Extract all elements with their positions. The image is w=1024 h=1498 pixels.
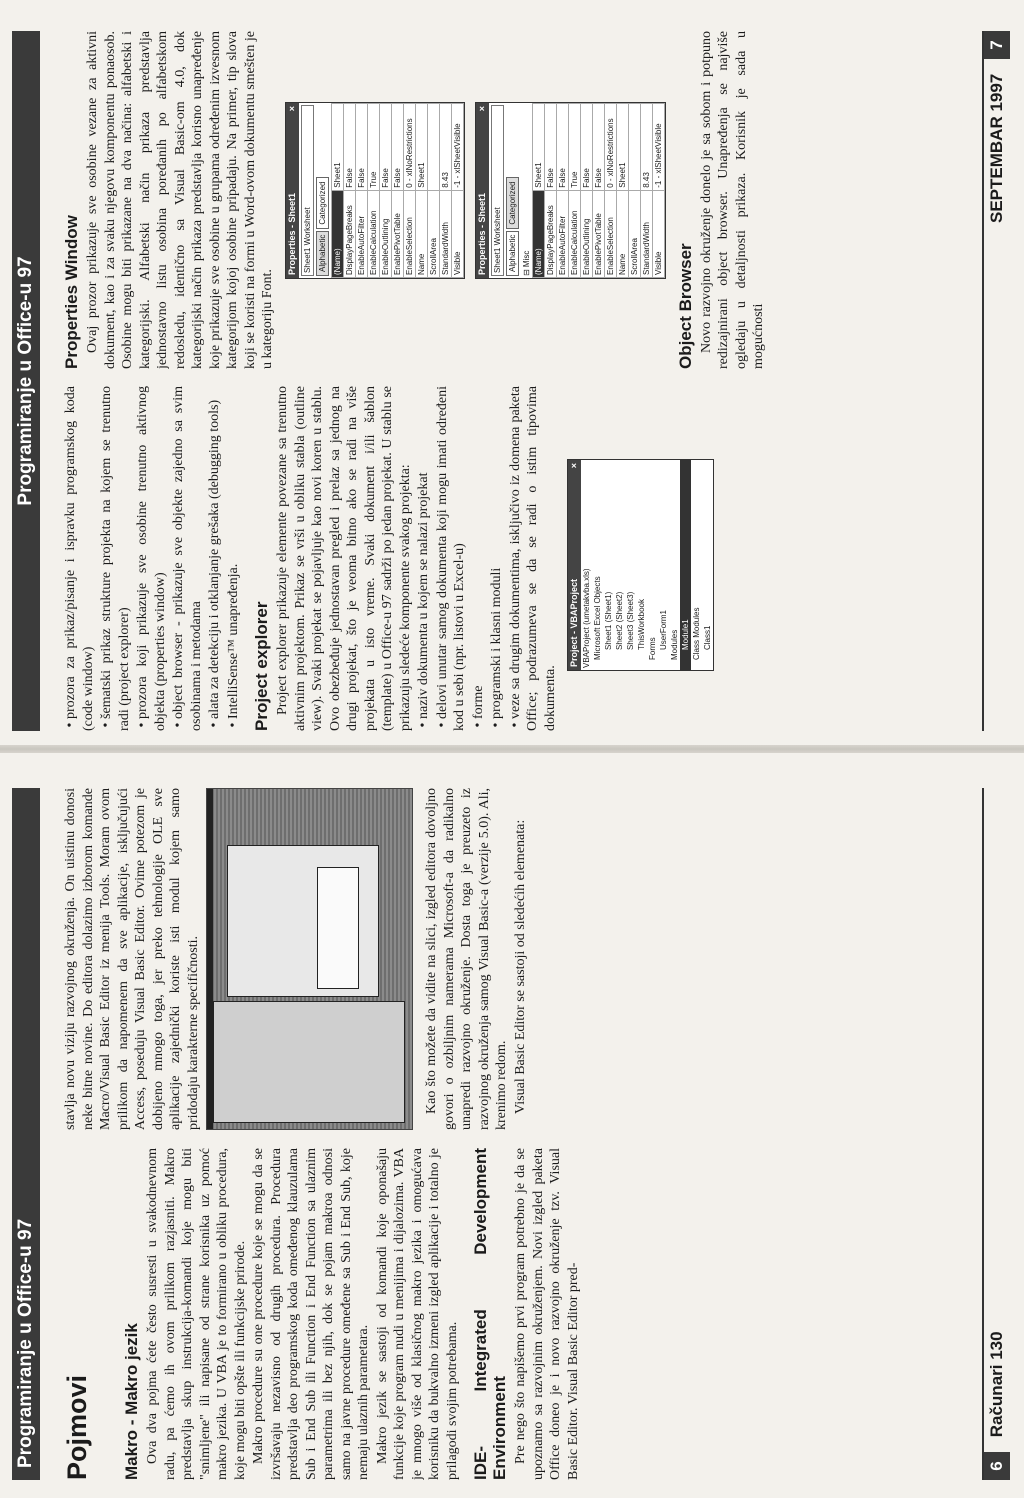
property-row[interactable]	[544, 104, 556, 278]
property-row[interactable]	[355, 104, 367, 278]
object-select[interactable]: Sheet1 Worksheet	[491, 105, 504, 276]
paragraph: Visual Basic Editor se sastoji od sledećih elemenata:	[512, 819, 528, 1114]
property-value[interactable]	[427, 104, 439, 191]
property-name: EnableCalculation	[367, 190, 379, 277]
property-name: ScrollArea	[628, 190, 640, 277]
properties-categorized-figure	[475, 102, 666, 279]
list-item: •naziv dokumenta u kojem se nalazi projekat	[416, 472, 431, 728]
close-icon[interactable]: ×	[569, 463, 579, 469]
property-row[interactable]	[616, 104, 628, 278]
tree-node[interactable]: Modules	[670, 629, 679, 660]
property-value[interactable]: Sheet1	[415, 104, 427, 191]
property-value[interactable]: False	[355, 104, 367, 191]
left-column-2	[62, 788, 966, 1130]
window-title: Properties - Sheet1	[476, 192, 487, 275]
property-value[interactable]: Sheet1	[331, 104, 343, 191]
page-header: Programiranje u Office-u 97	[12, 31, 40, 731]
list-item: •programski i klasni moduli	[489, 567, 504, 728]
property-value[interactable]: 0 - xlNoRestrictions	[403, 104, 415, 191]
magazine-name: Računari 130	[987, 1331, 1006, 1438]
paragraph: Pre nego što napišemo prvi program potrebno je da se upoznamo sa razvojnim okruženjem. Novi izgled paketa Office doneo je i novo razvojno okruženje tzv. Visual Basic Editor. Visual Basic Editor pred-	[513, 1148, 581, 1480]
property-row[interactable]	[628, 104, 640, 278]
page-header: Programiranje u Office-u 97	[12, 788, 40, 1480]
property-name: EnableSelection	[604, 190, 616, 277]
property-name: DisplayPageBreaks	[544, 190, 556, 277]
close-icon[interactable]: ×	[476, 106, 487, 112]
list-item: •forme	[470, 685, 486, 728]
window-titlebar	[568, 460, 581, 670]
page-number: 7	[984, 31, 1010, 59]
property-value[interactable]: False	[556, 104, 568, 191]
property-row[interactable]	[379, 104, 391, 278]
property-value[interactable]: 8.43	[439, 104, 451, 191]
page-footer	[982, 788, 1010, 1480]
paragraph: Kao što možete da vidite na slici, izgled editora dovoljno govori o ozbiljnim namerama Microsoft-a da radikalno unapredi razvojno okruženje. Dosta toga je preuzeto iz razvojnog okruženja samog Visual Basic-a (verzije 5.0). Ali, krenimo redom.	[424, 788, 509, 1130]
project-explorer-figure	[567, 459, 714, 671]
tree-node[interactable]: ThisWorkbook	[637, 599, 646, 650]
property-name: StandardWidth	[439, 190, 451, 277]
paragraph: Ovaj prozor prikazuje sve osobine vezane za aktivni dokument, kao i za svaku njegovu komponentu ponaosob. Osobine mogu biti prikazane na dva načina: alfabetski i kategorijski. Alfabetski način prikaza predstavlja jednostavno listu osobina poređanih po alfabetskom redosledu, identično sa Visual Basic-om 4.0, dok kategorijski način prikaza predstavlja korisno unapređenje koje prikazuje sve osobine u grupama određenim izvesnom kategorijom kojoj osobine pripadaju. Na primer, tip slova koji se koristi na formi u Word-ovom dokumentu smešten je u kategoriju Font.	[85, 31, 275, 369]
property-value[interactable]: Sheet1	[616, 104, 628, 191]
window-title: Properties - Sheet1	[286, 192, 297, 275]
property-value[interactable]	[628, 104, 640, 191]
page-footer	[982, 31, 1010, 731]
list-item: •alata za detekciju i otklanjanje grešaka (debugging tools)	[207, 399, 222, 728]
property-name: ScrollArea	[427, 190, 439, 277]
property-name: Name	[616, 190, 628, 277]
window-titlebar	[286, 103, 299, 278]
property-name: (Name)	[532, 190, 544, 277]
close-icon[interactable]: ×	[286, 106, 297, 112]
property-row[interactable]	[439, 104, 451, 278]
view-tabs	[506, 105, 519, 276]
list-item: •prozora koji prikazuje sve osobine trenutno aktivnog objekta (properties window)	[135, 386, 168, 731]
property-row[interactable]	[331, 104, 343, 278]
property-row[interactable]	[592, 104, 604, 278]
tree-node[interactable]: VBAProject (umetakvba.xls)	[582, 568, 591, 668]
subsection-title: Properties Window	[62, 215, 81, 369]
category-label: Misc	[521, 250, 531, 268]
paragraph: stavlja novu viziju razvojnog okruženja. On uistinu donosi neke bitne novine. Do editora dolazimo izborom komande Macro/Visual Basic Editor iz menija Tools. Moram ovom prilikom da napomenem da sve aplikacije, isključujući Access, poseduju Visual Basic Editor. Ovime potezom je dobijeno mnogo toga, jer preko tehnologije OLE sve aplikacije zajednički koriste isti modul kojem samo pridodaju karakterne specifičnosti.	[63, 788, 201, 1130]
property-row[interactable]	[427, 104, 439, 278]
property-row[interactable]	[415, 104, 427, 278]
tab-alphabetic[interactable]: Alphabetic	[506, 231, 519, 276]
properties-table	[331, 103, 464, 278]
properties-table	[532, 103, 665, 278]
issue-date: SEPTEMBAR 1997	[987, 73, 1006, 224]
subsection-title: Object Browser	[675, 243, 695, 369]
ide-immediate-window	[317, 867, 359, 989]
property-value[interactable]: False	[580, 104, 592, 191]
property-row[interactable]	[451, 104, 463, 278]
ide-screenshot-figure	[206, 788, 413, 1130]
paragraph: Project explorer prikazuje elemente povezane sa trenutno aktivnim projektom. Prikaz se vrši u obliku stabla (outline view). Svaki projekat se pojavljuje kao novi koren u stablu. Ovo obezbeđuje jednostavan pregled i prelaz sa jednog na drugi projekat, što je veoma bitno ako se radi na više projekata u isto vreme. Svaki dokument i/ili šablon (template) u Office-u 97 sadrži po jedan projekat. U stablu se prikazuju sledeće komponente svakog projekta:	[275, 386, 413, 731]
components-list	[415, 386, 559, 731]
property-value[interactable]: 8.43	[640, 104, 652, 191]
right-column-1	[62, 386, 966, 731]
right-column-2	[62, 31, 966, 369]
property-name: StandardWidth	[640, 190, 652, 277]
paragraph: Makro procedure su one procedure koje se mogu da se izvršavaju nezavisno od drugih procedura. Procedura predstavlja deo programskog koda omeđenog klauzulama Sub i End Sub ili Function i End Function sa ulaznim parametrima ili bez njih, dok se pojam makroa odnosi samo na javne procedure omeđene sa Sub i End Sub, koje nemaju ulaznih parametara.	[251, 1148, 371, 1480]
property-value[interactable]: -1 - xlSheetVisible	[451, 104, 463, 191]
window-titlebar	[476, 103, 489, 278]
property-value[interactable]: False	[379, 104, 391, 191]
tree-node[interactable]: Class1	[703, 625, 712, 650]
property-row[interactable]	[532, 104, 544, 278]
property-value[interactable]: 0 - xlNoRestrictions	[604, 104, 616, 191]
property-name: EnableOutlining	[379, 190, 391, 277]
property-name: EnableAutoFilter	[556, 190, 568, 277]
property-value[interactable]: -1 - xlSheetVisible	[652, 104, 664, 191]
page-gutter	[0, 745, 1024, 753]
page-number: 6	[984, 1452, 1010, 1480]
property-value[interactable]: False	[544, 104, 556, 191]
tree-node[interactable]: Sheet2 (Sheet2)	[615, 591, 624, 650]
property-name: (Name)	[331, 190, 343, 277]
tab-alphabetic[interactable]: Alphabetic	[316, 231, 329, 276]
property-name: Name	[415, 190, 427, 277]
elements-list	[62, 386, 242, 731]
subsection-title: Makro - Makro jezik	[122, 1323, 141, 1480]
property-name: Visible	[652, 190, 664, 277]
tree-node[interactable]: Microsoft Excel Objects	[593, 576, 602, 660]
ide-project-window	[213, 1001, 405, 1123]
property-value[interactable]: False	[343, 104, 355, 191]
list-item: •šematski prikaz strukture projekta na kojem se trenutno radi (project explorer)	[99, 386, 132, 731]
tab-categorized[interactable]: Categorized	[506, 178, 519, 229]
list-item: •IntelliSense™ unapređenja.	[225, 563, 241, 728]
properties-alphabetic-figure	[285, 102, 465, 279]
paragraph: Ova dva pojma ćete često susresti u svakodnevnom radu, pa ćemo ih ovom prilikom razjasniti. Makro predstavlja skup instrukcija-komandi koje mogu biti "snimljene" ili napisane od strane korisnika uz pomoć makro jezika. U VBA je to formirano u obliku procedura, koje mogu biti opšte ili funkcijske prirode.	[145, 1148, 248, 1480]
list-item: •object browser - prikazuje sve objekte zajedno sa svim osobinama i metodama	[171, 386, 204, 731]
property-value[interactable]: False	[391, 104, 403, 191]
tree-node[interactable]: Forms	[648, 637, 657, 660]
list-item: •delovi unutar samog dokumenta koji mogu imati određeni kod u sebi (npr. listovi u Excel-u)	[434, 386, 467, 731]
property-name: EnableAutoFilter	[355, 190, 367, 277]
property-value[interactable]: True	[367, 104, 379, 191]
tree-node[interactable]: Sheet3 (Sheet3)	[626, 591, 635, 650]
section-heading: Pojmovi	[62, 1374, 92, 1480]
property-value[interactable]: Sheet1	[532, 104, 544, 191]
object-select[interactable]: Sheet1 Worksheet	[301, 105, 314, 276]
tab-categorized[interactable]: Categorized	[316, 178, 329, 229]
property-name: EnablePivotTable	[592, 190, 604, 277]
project-tree	[581, 460, 713, 670]
subsection-title: Project explorer	[252, 601, 271, 731]
property-row[interactable]	[391, 104, 403, 278]
property-name: EnablePivotTable	[391, 190, 403, 277]
property-value[interactable]: True	[568, 104, 580, 191]
tree-node[interactable]: Sheet1 (Sheet1)	[604, 591, 613, 650]
tree-node[interactable]: Class Modules	[692, 607, 701, 660]
property-name: EnableOutlining	[580, 190, 592, 277]
left-page	[0, 753, 1024, 1498]
property-name: EnableSelection	[403, 190, 415, 277]
property-row[interactable]	[652, 104, 664, 278]
property-row[interactable]	[343, 104, 355, 278]
property-row[interactable]	[367, 104, 379, 278]
paragraph: Novo razvojno okruženje donelo je sa sobom i potpuno redizajnirani object browser. Unapređenja se najviše ogledaju u detaljnosti prikaza. Korisnik je sada u mogućnosti	[698, 31, 766, 369]
property-row[interactable]	[640, 104, 652, 278]
list-item: •prozora za prikaz/pisanje i ispravku programskog koda (code window)	[63, 386, 96, 731]
property-row[interactable]	[403, 104, 415, 278]
property-value[interactable]: False	[592, 104, 604, 191]
property-row[interactable]	[568, 104, 580, 278]
property-name: DisplayPageBreaks	[343, 190, 355, 277]
paragraph: Makro jezik se sastoji od komandi koje oponašaju funkcije koje program nudi u menijima i dijalozima. VBA je mnogo više od klasičnog makro jezika i omogućava korisniku da bukvalno izmeni izgled aplikacije i totalno je prilagodi svojim potrebama.	[374, 1148, 460, 1480]
left-column-1	[62, 1148, 966, 1480]
property-name: Visible	[451, 190, 463, 277]
tree-node[interactable]: UserForm1	[659, 609, 668, 650]
right-page	[0, 0, 1024, 745]
property-row[interactable]	[556, 104, 568, 278]
property-name: EnableCalculation	[568, 190, 580, 277]
window-title: Project - VBAProject	[569, 578, 579, 667]
subsection-title: IDE- Integrated Development Environment	[471, 1148, 509, 1480]
view-tabs	[316, 105, 329, 276]
tree-node[interactable]: Module1	[680, 460, 691, 670]
category-group[interactable]: ⊟ Misc	[521, 250, 531, 276]
property-row[interactable]	[580, 104, 592, 278]
property-row[interactable]	[604, 104, 616, 278]
list-item: •veze sa drugim dokumentima, isključivo iz domena paketa Office; podrazumeva se da se radi o istim tipovima dokumenta.	[507, 386, 558, 731]
